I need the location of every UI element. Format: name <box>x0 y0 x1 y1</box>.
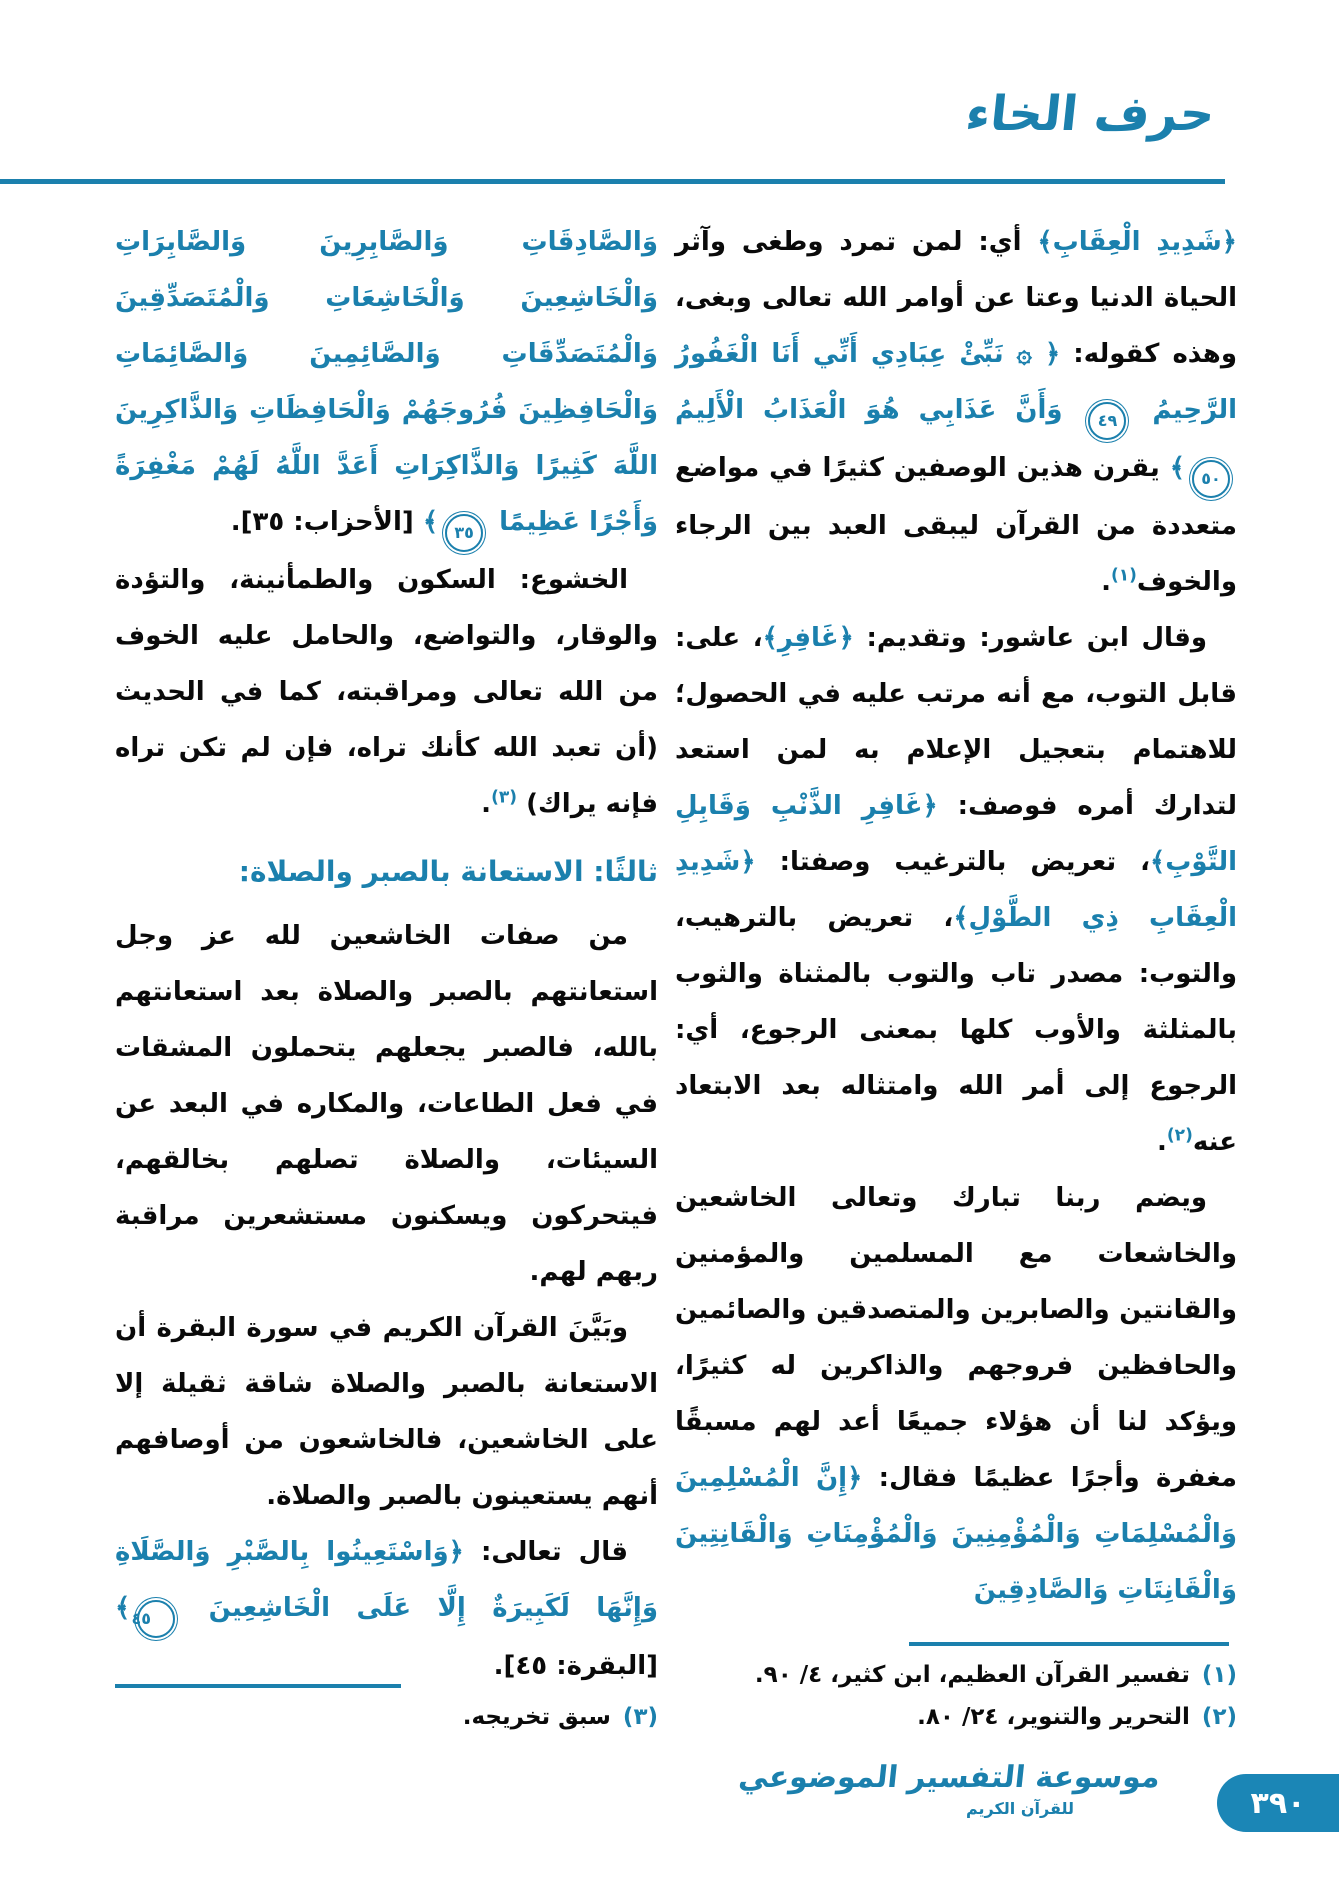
footnote-text: تفسير القرآن العظيم، ابن كثير، ٤/ ٩٠. <box>754 1662 1190 1688</box>
quran-text: ﴿ ۞ نَبِّئْ عِبَادِي أَنِّي أَنَا الْغَفُورُ الرَّحِيمُ <box>675 339 1238 425</box>
body-text: من صفات الخاشعين لله عز وجل استعانتهم بالصبر والصلاة بعد استعانتهم بالله، فالصبر يجعلهم يتحملون المشقات في فعل الطاعات، والمكاره في البعد عن السيئات، والصلاة تصلهم بخالقهم، فيتحركون ويسكنون مستشعرين مراقبة ربهم لهم. <box>115 921 658 1287</box>
section-heading-text: ثالثًا: الاستعانة بالصبر والصلاة: <box>238 855 658 888</box>
column-left <box>115 214 658 1694</box>
page-number-badge <box>1217 1774 1339 1832</box>
section-heading <box>115 844 658 900</box>
column-right <box>675 214 1237 1618</box>
quran-text: ﴿شَدِيدِ الْعِقَابِ﴾ <box>1037 227 1238 257</box>
publisher-logo <box>736 1760 1162 1818</box>
footnote-marker: (٣) <box>491 787 518 808</box>
quran-text: ﴿غَافِرِ﴾ <box>762 623 854 653</box>
body-text: . <box>481 789 492 819</box>
footnote-number: (٢) <box>1201 1704 1237 1730</box>
footnote-number: (٣) <box>622 1704 658 1730</box>
paragraph <box>115 214 658 552</box>
body-text: قال تعالى: <box>463 1537 628 1567</box>
header-divider <box>0 179 1225 184</box>
quran-text: ﴾ <box>1169 453 1185 483</box>
body-text: ويضم ربنا تبارك وتعالى الخاشعين والخاشعات مع المسلمين والمؤمنين والقانتين والصابرين والمتصدقين والصائمين والحافظين فروجهم والذاكرين له كثيرًا، ويؤكد لنا أن هؤلاء جميعًا أعد لهم مسبقًا مغفرة وأجرًا عظيمًا فقال: <box>675 1183 1237 1493</box>
body-text: وبَيَّنَ القرآن الكريم في سورة البقرة أن الاستعانة بالصبر والصلاة شاقة ثقيلة إلا على الخاشعين، فالخاشعون من أوصافهم أنهم يستعينون بالصبر والصلاة. <box>115 1313 658 1511</box>
footnote-marker: (٢) <box>1166 1125 1193 1146</box>
body-text: وقال ابن عاشور: وتقديم: <box>853 623 1208 653</box>
paragraph <box>115 1300 658 1524</box>
footnotes-right <box>675 1642 1237 1738</box>
body-text: . <box>1157 1127 1167 1157</box>
footnotes-left <box>115 1684 658 1738</box>
body-text: . <box>1101 567 1111 597</box>
ayah-number: ٣٥ <box>445 514 483 552</box>
publisher-logo-line1: موسوعة التفسير الموضوعي <box>736 1760 1162 1795</box>
footnote-item <box>115 1696 658 1738</box>
quran-text: ﴾ <box>422 507 439 537</box>
body-text: يقرن هذين الوصفين كثيرًا في مواضع متعددة من القرآن ليبقى العبد بين الرجاء والخوف <box>675 453 1237 597</box>
footnote-list-left <box>115 1696 658 1738</box>
paragraph <box>115 552 658 832</box>
paragraph <box>115 1524 658 1694</box>
quran-text: ﴿شَدِيدِ الْعِقَابِ ذِي الطَّوْلِ﴾ <box>675 847 1237 933</box>
footnote-list-right <box>675 1654 1237 1738</box>
body-text: ، على: قابل التوب، مع أنه مرتب عليه في الحصول؛ للاهتمام بتعجيل الإعلام به لمن استعد لتدارك أمره فوصف: <box>675 623 1237 821</box>
quran-text: وَالصَّادِقَاتِ وَالصَّابِرِينَ وَالصَّابِرَاتِ وَالْخَاشِعِينَ وَالْخَاشِعَاتِ وَالْمُتَصَدِّقِينَ وَالْمُتَصَدِّقَاتِ وَالصَّائِمِينَ وَالصَّائِمَاتِ وَالْحَافِظِينَ فُرُوجَهُمْ وَالْحَافِظَاتِ وَالذَّاكِرِينَ اللَّهَ كَثِيرًا وَالذَّاكِرَاتِ أَعَدَّ اللَّهُ لَهُمْ مَغْفِرَةً وَأَجْرًا عَظِيمًا <box>115 227 658 537</box>
body-text: الخشوع: السكون والطمأنينة، والتؤدة والوقار، والتواضع، والحامل عليه الخوف من الله تعالى ومراقبته، كما في الحديث (أن تعبد الله كأنك تراه، فإن لم تكن تراه فإنه يراك) <box>115 565 658 819</box>
body-text: ، تعريض بالترهيب، والتوب: مصدر تاب والتوب بالمثناة والثوب بالمثلثة والأوب كلها بمعنى الرجوع، أي: الرجوع إلى أمر الله وامتثاله بعد الابتعاد عنه <box>675 903 1237 1157</box>
footnote-item <box>675 1696 1237 1738</box>
body-text: ، تعريض بالترغيب وصفتا: <box>755 847 1151 877</box>
page-number: ٣٩٠ <box>1250 1785 1306 1821</box>
quran-text: ﴿إِنَّ الْمُسْلِمِينَ وَالْمُسْلِمَاتِ وَالْمُؤْمِنِينَ وَالْمُؤْمِنَاتِ وَالْقَانِتِينَ وَالْقَانِتَاتِ وَالصَّادِقِينَ <box>675 1463 1237 1605</box>
quran-text: ﴾ <box>115 1593 131 1623</box>
footnote-divider-left <box>115 1684 401 1688</box>
quran-text: ﴿غَافِرِ الذَّنْبِ وَقَابِلِ التَّوْبِ﴾ <box>675 791 1237 877</box>
body-text: [الأحزاب: ٣٥]. <box>230 507 423 537</box>
paragraph <box>675 610 1237 1170</box>
footnote-number: (١) <box>1201 1662 1237 1688</box>
footnote-item <box>675 1654 1237 1696</box>
paragraph <box>115 908 658 1300</box>
ayah-number: ٤٩ <box>1088 402 1126 440</box>
quran-text: ﴿وَاسْتَعِينُوا بِالصَّبْرِ وَالصَّلَاةِ وَإِنَّهَا لَكَبِيرَةٌ إِلَّا عَلَى الْخَاشِعِينَ <box>115 1537 658 1623</box>
paragraph <box>675 214 1237 610</box>
chapter-title: حرف الخاء <box>963 86 1218 142</box>
ayah-number: ٤٥ <box>137 1600 175 1638</box>
footnote-text: سبق تخريجه. <box>462 1704 611 1730</box>
body-text: أي: لمن تمرد وطغى وآثر الحياة الدنيا وعتا عن أوامر الله تعالى وبغى، وهذه كقوله: <box>675 227 1237 369</box>
paragraph <box>675 1170 1237 1618</box>
footnote-text: التحرير والتنوير، ٢٤/ ٨٠. <box>917 1704 1190 1730</box>
body-text: [البقرة: ٤٥]. <box>493 1651 658 1681</box>
footnote-marker: (١) <box>1110 565 1137 586</box>
publisher-logo-line2: للقرآن الكريم <box>965 1799 1075 1818</box>
ayah-number: ٥٠ <box>1192 460 1230 498</box>
quran-text: وَأَنَّ عَذَابِي هُوَ الْعَذَابُ الْأَلِيمُ <box>675 395 1082 425</box>
footnote-divider-right <box>909 1642 1229 1646</box>
